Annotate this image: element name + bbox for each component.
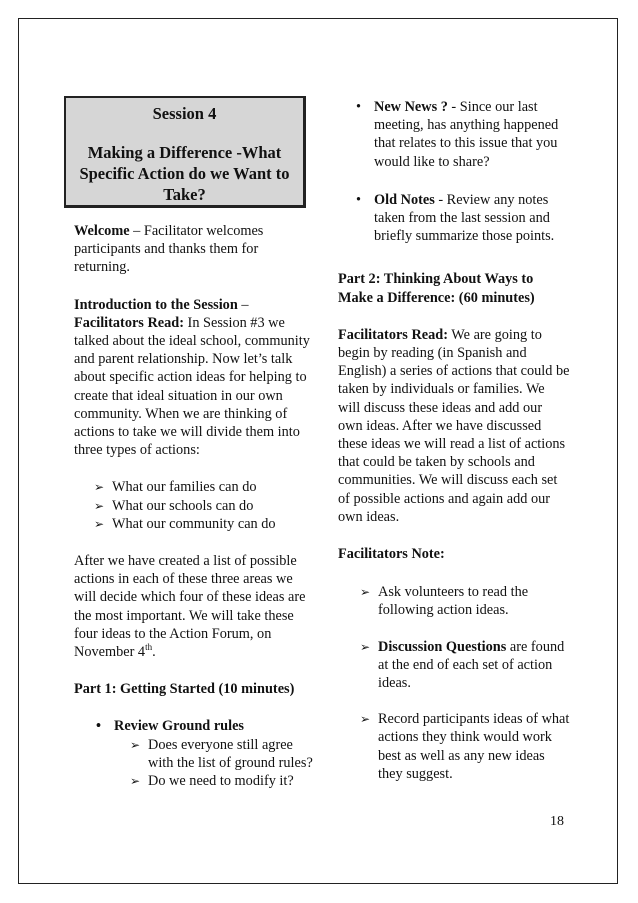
- intro-label: Introduction to the Session: [74, 296, 238, 313]
- facilitators-read-label: Facilitators Read:: [74, 314, 184, 331]
- page-number: 18: [550, 814, 564, 829]
- left-column: [74, 222, 314, 790]
- list-item: ➢ Record participants ideas of what actions they think would work best as well as any new ideas they suggest.: [378, 710, 570, 783]
- review-list: [114, 717, 314, 735]
- review-sub-list: [148, 736, 314, 791]
- list-item: ➢ What our families can do: [112, 478, 314, 496]
- intro-bullets: [374, 98, 570, 245]
- facilitators-note-list: [378, 583, 570, 783]
- new-news-label: New News ?: [374, 99, 448, 115]
- welcome-paragraph: [74, 222, 314, 277]
- intro-paragraph: [74, 296, 314, 460]
- list-item: [378, 638, 570, 693]
- review-ground-rules: • Review Ground rules: [114, 717, 314, 735]
- after-text-end: .: [152, 644, 156, 661]
- discussion-questions-text: are found at the end of each set of action ideas.: [378, 638, 565, 692]
- after-sup: th: [145, 642, 153, 653]
- action-types-list: [112, 478, 314, 533]
- part1-heading: Part 1: Getting Started (10 minutes): [74, 681, 295, 698]
- session-subtitle: Making a Difference -What Specific Action do we Want to Take?: [79, 143, 290, 204]
- part2-text: We are going to begin by reading (in Spanish and English) a series of actions that could be taken by individuals or families. We will discuss these ideas and add our own ideas. After we have discussed these ideas we will read a list of actions that could be taken by schools and communities. We will discuss each set of possible actions and again add our own ideas.: [338, 326, 570, 525]
- after-paragraph: [74, 552, 314, 661]
- right-column: [338, 98, 570, 783]
- list-item: ➢ Does everyone still agree with the list of ground rules?: [148, 736, 314, 772]
- new-news-text: - Since our last meeting, has anything happened that relates to this issue that you would like to share?: [374, 99, 559, 170]
- intro-dash: –: [237, 296, 249, 313]
- part2-paragraph: [338, 326, 570, 526]
- welcome-text: – Facilitator welcomes participants and thanks them for returning.: [74, 223, 264, 276]
- after-text: After we have created a list of possible actions in each of these three areas we will decide which four of these ideas are the most important. We will take these four ideas to the Action Forum, on November 4: [74, 553, 306, 661]
- discussion-questions-label: Discussion Questions: [378, 638, 507, 655]
- session-title: Session 4: [152, 104, 217, 123]
- facilitators-note-heading: Facilitators Note:: [338, 546, 445, 563]
- intro-text: In Session #3 we talked about the ideal school, community and parent relationship. Now let’s talk about specific action ideas for helping to create that ideal situation in our own community. When we are thinking of actions to take we will divide them into three types of actions:: [74, 314, 310, 459]
- part2-heading: Part 2: Thinking About Ways to Make a Difference: (60 minutes): [338, 271, 535, 306]
- list-item: ➢ Ask volunteers to read the following action ideas.: [378, 583, 570, 619]
- old-notes-item: [374, 191, 570, 246]
- list-item: ➢ Do we need to modify it?: [148, 772, 314, 790]
- old-notes-text: - Review any notes taken from the last session and briefly summarize those points.: [374, 191, 555, 245]
- new-news-item: [374, 98, 570, 171]
- session-title-box: [64, 96, 306, 208]
- list-item: ➢ What our schools can do: [112, 497, 314, 515]
- old-notes-label: Old Notes: [374, 191, 435, 208]
- welcome-label: Welcome: [74, 223, 130, 239]
- facilitators-read-label: Facilitators Read:: [338, 326, 448, 343]
- list-item: ➢ What our community can do: [112, 515, 314, 533]
